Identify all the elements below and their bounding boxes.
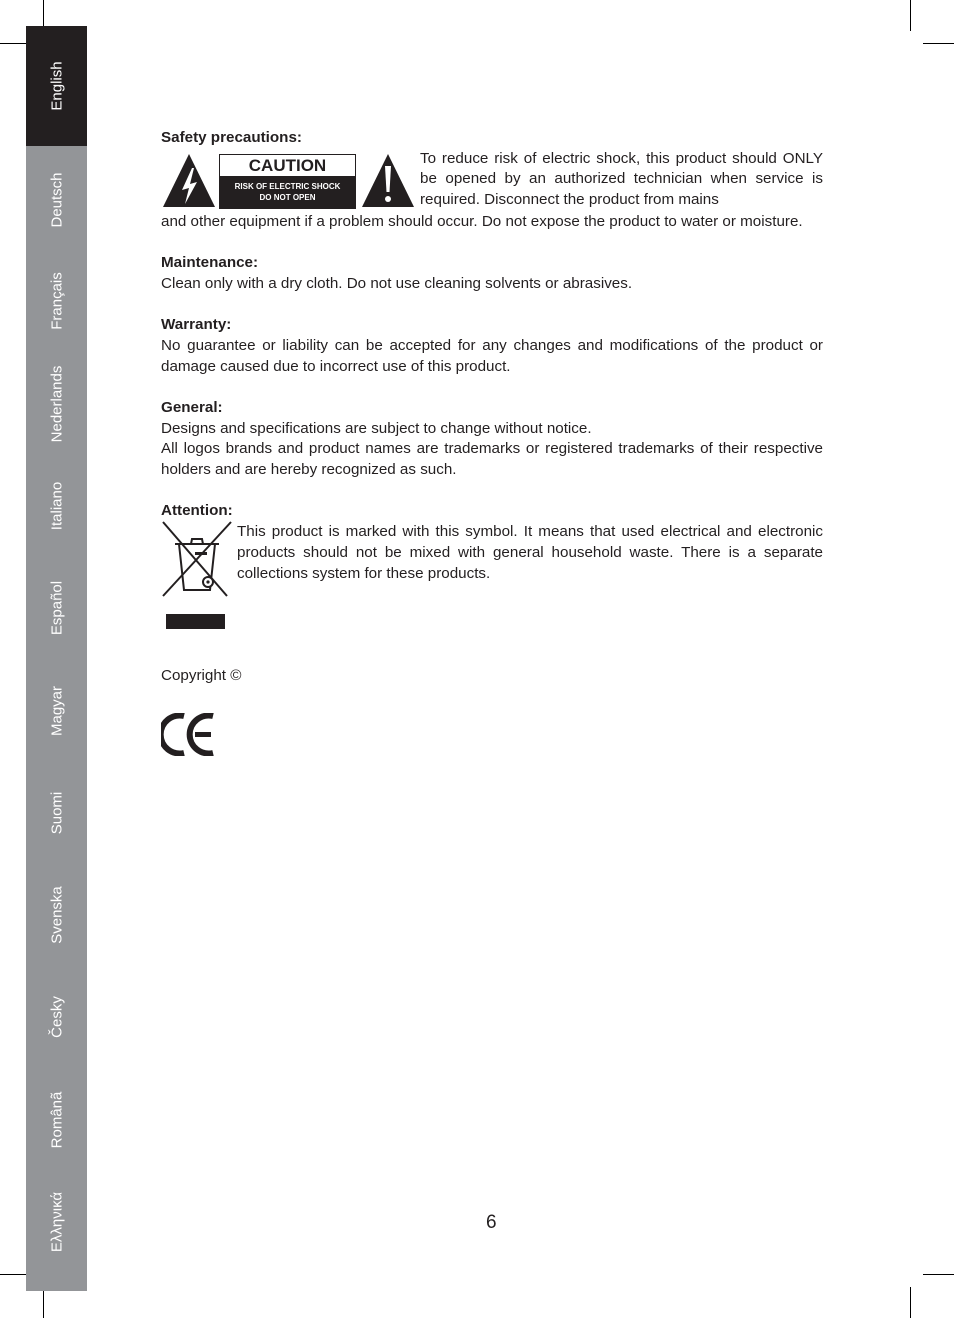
crop-mark — [923, 43, 954, 44]
tab-francais[interactable] — [26, 247, 87, 354]
tab-nederlands[interactable] — [26, 350, 87, 457]
tab-cesky[interactable] — [26, 963, 87, 1070]
tab-deutsch[interactable] — [26, 146, 87, 253]
crop-mark — [910, 1287, 911, 1318]
attention-heading: Attention: — [161, 502, 233, 520]
caution-row — [161, 149, 823, 212]
tab-label: Français — [48, 271, 65, 330]
safety-section — [161, 128, 823, 232]
tab-magyar[interactable] — [26, 657, 87, 764]
crop-mark — [910, 0, 911, 31]
tab-label: Svenska — [48, 885, 65, 944]
weee-crossed-bin-icon — [161, 520, 233, 630]
tab-label: Nederlands — [48, 365, 65, 442]
warranty-heading: Warranty: — [161, 316, 232, 334]
caution-subtitle-line: RISK OF ELECTRIC SHOCK — [234, 181, 341, 191]
crop-mark — [43, 1287, 44, 1318]
tab-label: Español — [48, 580, 65, 635]
safety-heading: Safety precautions: — [161, 129, 302, 146]
page-number: 6 — [486, 1212, 497, 1233]
safety-text-top: To reduce risk of electric shock, this product should ONLY be opened by an authorized technician when service is required. Disconnect the product from mains — [420, 149, 823, 209]
caution-title: CAUTION — [220, 155, 355, 176]
ce-mark-icon — [161, 713, 217, 756]
exclamation-warning-icon — [360, 152, 416, 208]
general-heading: General: — [161, 398, 223, 416]
tab-espanol[interactable] — [26, 554, 87, 661]
electric-shock-warning-icon — [161, 152, 217, 208]
language-sidebar — [26, 26, 87, 1291]
tab-italiano[interactable] — [26, 452, 87, 559]
caution-subtitle — [219, 181, 356, 203]
tab-label: Românã — [48, 1091, 65, 1148]
maintenance-text: Clean only with a dry cloth. Do not use cleaning solvents or abrasives. — [161, 274, 633, 292]
general-text-1: Designs and specifications are subject to change without notice. — [161, 419, 592, 437]
tab-svenska[interactable] — [26, 861, 87, 968]
general-section — [161, 398, 823, 481]
tab-label: Suomi — [48, 791, 65, 834]
tab-romana[interactable] — [26, 1066, 87, 1173]
tab-suomi[interactable] — [26, 759, 87, 866]
general-text-2: All logos brands and product names are trademarks or registered trademarks of their respective holders and are hereby recognized as such. — [161, 440, 823, 479]
crop-mark — [923, 1274, 954, 1275]
tab-label: Italiano — [48, 481, 65, 530]
maintenance-heading: Maintenance: — [161, 254, 259, 272]
tab-label: Magyar — [48, 685, 65, 736]
tab-label: Deutsch — [48, 171, 65, 228]
warranty-text: No guarantee or liability can be accepted for any changes and modifications of the product or damage caused due to incorrect use of this product. — [161, 336, 823, 375]
attention-section — [161, 501, 823, 646]
tab-english[interactable] — [26, 26, 87, 146]
safety-text-bottom: and other equipment if a problem should occur. Do not expose the product to water or moisture. — [161, 212, 803, 230]
tab-greek[interactable] — [26, 1168, 87, 1275]
tab-label: Česky — [48, 995, 65, 1038]
tab-label: English — [48, 61, 65, 111]
page-content — [161, 128, 823, 687]
attention-text: This product is marked with this symbol. It means that used electrical and electronic products should not be mixed with general household waste. There is a separate collections system for these products. — [237, 523, 823, 582]
caution-label — [161, 151, 417, 209]
maintenance-section — [161, 253, 823, 294]
copyright-text: Copyright © — [161, 667, 242, 685]
caution-box — [219, 154, 356, 209]
attention-row — [161, 522, 823, 646]
warranty-section — [161, 315, 823, 377]
tab-label: Ελληνικά — [48, 1191, 65, 1252]
caution-subtitle-line: DO NOT OPEN — [259, 192, 316, 202]
